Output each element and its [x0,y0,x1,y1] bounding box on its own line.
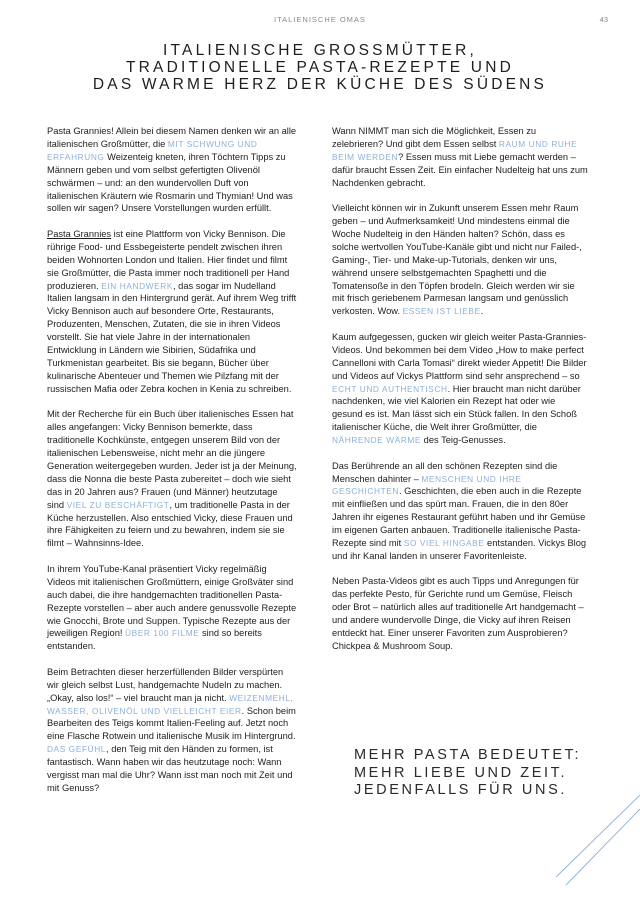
paragraph [47,228,297,396]
text-run: Beim Betrachten dieser herzerfüllenden Bilder verspürten wir gleich selbst Lust, handgemachte Nudeln zu machen. „Okay, also los!“ – viel braucht man ja nicht. [47,666,284,703]
quote-line: MEHR PASTA BEDEUTET: [354,747,582,763]
text-run: Kaum aufgegessen, gucken wir gleich weiter Pasta-Grannies-Videos. Und bekommen bei dem Video „How to make perfect Cannelloni with Carla Tomasi“ direkt wieder Appetit! Die Bilder und Videos auf Vickys Plattform sind sehr ansprechend – so [332,331,587,381]
paragraph [332,331,588,447]
running-title: ITALIENISCHE OMAS [274,15,366,24]
text-run: . Geschichten, die eben auch in die Rezepte mit einfließen und das spürt man. Frauen, die in den 80er Jahren ihr eigenes Restaurant geführt haben und ihr Gemüse im eigenen Garten anbauen. Traditionelle italienische Pasta-Rezepte sind mit [332,486,586,549]
deco-line [556,795,640,877]
title-line: DAS WARME HERZ DER KÜCHE DES SÜDENS [92,76,548,93]
paragraph [47,563,297,653]
text-run: Pasta Grannies! Allein bei diesem Namen denken wir an alle italienischen Großmütter, die [47,126,297,149]
paragraph [332,125,588,190]
text-run: , das sogar im Nudelland Italien langsam in den Hintergrund gerät. Auf ihrem Weg trifft Vicky Bennison auch auf besondere Orte, Restaurants, Produzenten, Menschen, Zutaten, die sie in ihren Videos vorstellt. Sie hat viele Jahre in der internationalen Entwicklung in Ländern wie Sibirien, Südafrika und Turkmenistan gearbeitet. Bis sie begann, Bücher über kulinarische Abenteuer und Themen wie Pilzfang mit der russischen Mafia oder Zebra kochen in Kenia zu schreiben. [47,280,297,394]
paragraph [47,125,297,215]
title-line: TRADITIONELLE PASTA-REZEPTE UND [125,59,514,76]
paragraph [332,460,588,563]
highlight: MIT SCHWUNG UND ERFAHRUNG [47,138,258,162]
article-title [40,42,600,93]
text-run: Weizenteig kneten, ihren Töchtern Tipps zu Männern geben und vom selbst gefertigten Olivenöl schwärmen – und: an den wundervollen Duft von italienischen Kräutern wie Rosmarin und Thymian! Und was sollen wir sagen? Unsere Vorstellungen wurden erfüllt. [47,151,293,214]
text-run: Mit der Recherche für ein Buch über italienisches Essen hat alles angefangen: Vicky Bennison bemerkte, dass traditionelle Kochkünste, entgegen unserem Bild von der italienischen Lebensweise, nicht mehr an die jüngere Generation weitergegeben wurden. Jeder ist ja der Meinung, dass die Nonna die beste Pasta zubereitet – doch wie sieht das in 20 Jahren aus? Frauen (und Männer) heutzutage sind [47,409,297,510]
right-column [332,125,588,666]
highlight: ECHT UND AUTHENTISCH [332,383,448,394]
text-run: , den Teig mit den Händen zu formen, ist fantastisch. Wann haben wir das heutzutage noch: Wann vergisst man mal die Uhr? Wann isst man noch mit Zeit und mit Genuss? [47,744,293,793]
highlight: ÜBER 100 FILME [125,628,200,639]
text-run: ist eine Plattform von Vicky Bennison. Die rührige Food- und Essbegeisterte pendelt zwischen ihren beiden Wohnorten London und Italien. Hier findet und filmt sie Großmütter, die Pasta immer noch traditionell per Hand produzieren. [47,228,290,291]
pull-quote [354,747,624,800]
pasta-grannies-link[interactable]: Pasta Grannies [47,228,112,239]
text-run: Wann NIMMT man sich die Möglichkeit, Essen zu zelebrieren? Und gibt dem Essen selbst [332,126,537,149]
text-run: . Hier braucht man nicht darüber nachdenken, wie viel Kalorien ein Rezept hat oder wie gesund es ist. Man lässt sich ein Stück fallen. In den Schoß italienischer Küche, die Welt ihrer Großmütter, die [332,383,581,433]
highlight: ESSEN IST LIEBE [402,306,481,317]
text-run: . [480,306,484,317]
highlight: VIEL ZU BESCHÄFTIGT [66,499,170,510]
deco-line [566,809,640,885]
text-run: entstanden. Vickys Blog und ihr Kanal landen in unserer Favoritenleiste. [332,538,587,561]
page-number: 43 [599,15,608,24]
highlight: MENSCHEN UND IHRE GESCHICHTEN [332,473,522,497]
quote-line: MEHR LIEBE UND ZEIT. [354,764,568,781]
highlight: DAS GEFÜHL [47,744,107,755]
text-run: . Schon beim Bearbeiten des Teigs kommt Italien-Feeling auf. Jetzt noch eine Flasche Rotwein und italienische Musik im Hintergrund. [47,705,296,742]
title-line: ITALIENISCHE GROSSMÜTTER, [163,42,477,59]
paragraph [332,202,588,318]
page-header [0,15,640,29]
text-run: ? Essen muss mit Liebe gemacht werden – dafür braucht Essen Zeit. Ein einfacher Nudelteig hat uns zum Nachdenken gebracht. [332,151,588,188]
highlight: WEIZENMEHL, WASSER, OLIVENÖL UND VIELLEICHT EIER [47,692,294,716]
highlight: NÄHRENDE WÄRME [332,435,422,446]
highlight: RAUM UND RUHE BEIM WERDEN [332,138,578,162]
paragraph [47,408,297,550]
text-run: Das Berührende an all den schönen Rezepten sind die Menschen dahinter – [332,460,558,484]
text-run: des Teig-Genusses. [421,435,506,446]
left-column [47,125,297,807]
highlight: EIN HANDWERK [101,280,174,291]
paragraph [47,666,297,795]
text-run: Vielleicht können wir in Zukunft unserem Essen mehr Raum geben – und Aufmerksamkeit! Und mindestens einmal die Woche Nudelteig in den Händen halten? Schön, dass es solche wertvollen YouTube-Kanäle gibt und nicht nur Failed-, Gaming-, Tier- und Make-up-Tutorials, denken wir uns, während unsere selbstgemachten Spaghetti und die Tomatensoße in den Töpfen brodeln. Gleich werden wir sie mit frisch geriebenem Parmesan langsam und genüsslich verkosten. Wow. [332,203,582,317]
highlight: SO VIEL HINGABE [403,538,485,549]
text-run: sind so bereits entstanden. [47,628,262,652]
quote-line: JEDENFALLS FÜR UNS. [354,782,567,799]
text-run: In ihrem YouTube-Kanal präsentiert Vicky regelmäßig Videos mit italienischen Großmüttern, einige Großväter sind auch dabei, die ihre handgemachten traditionellen Pasta-Rezepte vorstellen – aber auch andere genussvolle Rezepte wie Gnocchi, Brote und Suppen. Typische Rezepte aus der jeweiligen Region! [47,563,297,639]
paragraph [332,575,588,652]
text-run: , um traditionelle Pasta in der Küche herzustellen. Also entschied Vicky, diese Frauen und ihre Fähigkeiten zu feiern und zu bewahren, indem sie sie filmt – Wahnsinns-Idee. [47,499,293,549]
text-run: Neben Pasta-Videos gibt es auch Tipps und Anregungen für das perfekte Pesto, für Gerichte rund um Gemüse, Fleisch oder Brot – natürlich alles auf traditionelle Art handgemacht – und andere wundervolle Dinge, die Vicky auf ihren Reisen entdeckt hat. Einer unserer Favoriten zum Ausprobieren? Chickpea & Mushroom Soup. [332,576,584,651]
decorative-lines [556,795,640,905]
